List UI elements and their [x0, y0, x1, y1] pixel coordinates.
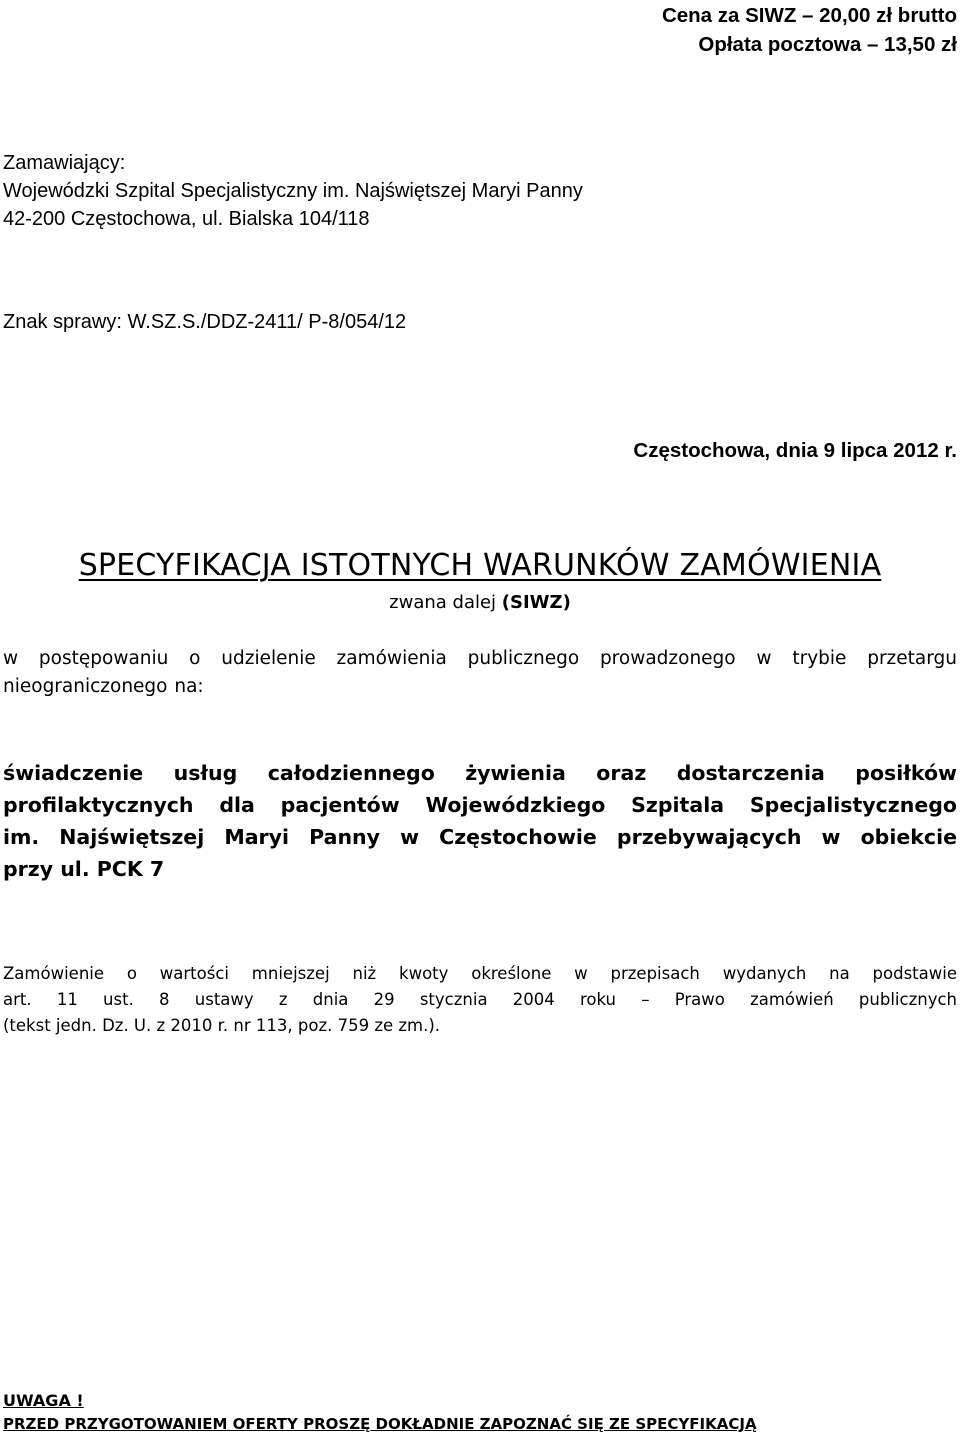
order-value-note [3, 961, 957, 1039]
case-reference [3, 308, 406, 336]
subject-line-2: profilaktycznych dla pacjentów Wojewódzkiego Szpitala Specjalistycznego [3, 793, 957, 817]
contracting-authority-name: Wojewódzki Szpital Specjalistyczny im. Najświętszej Maryi Panny [3, 180, 583, 202]
contracting-authority [3, 149, 583, 233]
subject-line-4: przy ul. PCK 7 [3, 857, 165, 881]
siwz-price: Cena za SIWZ – 20,00 zł brutto [661, 4, 957, 27]
procedure-line-2: nieograniczonego na: [3, 676, 204, 697]
warning-text: PRZED PRZYGOTOWANIEM OFERTY PROSZĘ DOKŁADNIE ZAPOZNAĆ SIĘ ZE SPECYFIKACJĄ [3, 1415, 757, 1433]
contracting-authority-label: Zamawiający: [3, 152, 126, 174]
place-date: Częstochowa, dnia 9 lipca 2012 r. [633, 439, 957, 462]
price-block [662, 1, 957, 59]
postal-fee: Opłata pocztowa – 13,50 zł [698, 33, 957, 56]
subject-line-1: świadczenie usług całodziennego żywienia oraz dostarczenia posiłków [3, 761, 957, 785]
case-reference-label: Znak sprawy: [3, 311, 122, 333]
value-note-line-1: Zamówienie o wartości mniejszej niż kwoty określone w przepisach wydanych na podstawie [3, 964, 957, 983]
subject-line-3: im. Najświętszej Maryi Panny w Częstochowie przebywających w obiekcie [3, 825, 957, 849]
procedure-line-1: w postępowaniu o udzielenie zamówienia publicznego prowadzonego w trybie przetargu [3, 648, 957, 669]
warning-title: UWAGA ! [3, 1391, 84, 1410]
case-reference-value: W.SZ.S./DDZ-2411/ P-8/054/12 [127, 311, 407, 333]
document-title: SPECYFIKACJA ISTOTNYCH WARUNKÓW ZAMÓWIENIA [78, 548, 882, 583]
subtitle-prefix: zwana dalej [389, 592, 497, 613]
procedure-description [3, 645, 957, 701]
order-subject [3, 757, 957, 885]
value-note-line-2: art. 11 ust. 8 ustawy z dnia 29 stycznia 2004 roku – Prawo zamówień publicznych [3, 990, 957, 1009]
document-subtitle [0, 590, 960, 616]
value-note-line-3: (tekst jedn. Dz. U. z 2010 r. nr 113, poz. 759 ze zm.). [3, 1016, 441, 1035]
contracting-authority-address: 42-200 Częstochowa, ul. Bialska 104/118 [3, 208, 370, 230]
subtitle-abbreviation: (SIWZ) [501, 592, 571, 613]
